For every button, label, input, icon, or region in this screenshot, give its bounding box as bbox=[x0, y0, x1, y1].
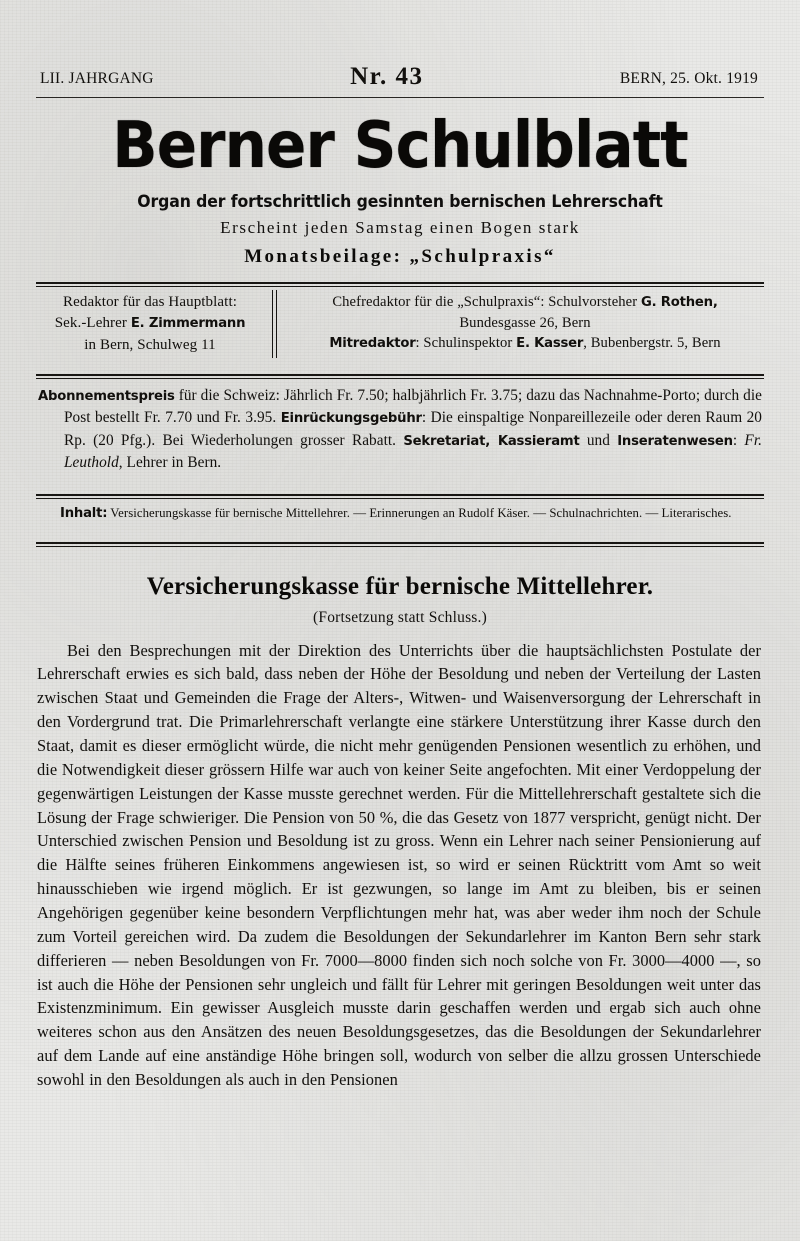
insertion-fee-label: Einrückungsgebühr bbox=[280, 411, 422, 427]
editorial-divider bbox=[272, 292, 278, 356]
co-editor-role: : Schulinspektor bbox=[415, 335, 517, 352]
co-editor-line bbox=[286, 333, 764, 354]
editorial-box bbox=[36, 287, 764, 360]
editor-main-address: in Bern, Schulweg 11 bbox=[84, 336, 216, 353]
volume-label: LII. JAHRGANG bbox=[40, 70, 154, 87]
subtitle-supplement: Monatsbeilage: „Schulpraxis“ bbox=[244, 246, 556, 267]
insertion-fee-text: : Die einspaltige Nonpareillezeile oder deren Raum 20 Rp. (20 Pfg.). Bei Wiederholungen grosser Rabatt. bbox=[64, 409, 762, 449]
chief-editor-address: Bundesgasse 26, Bern bbox=[459, 314, 591, 331]
subscription-price-label: Abonnementspreis bbox=[38, 388, 175, 404]
advertising-label: Inseratenwesen bbox=[617, 433, 733, 449]
chief-editor-line bbox=[286, 292, 764, 313]
editor-main-label: Redaktor für das Hauptblatt: bbox=[62, 294, 237, 310]
secretariat-label: Sekretariat, Kassieramt bbox=[403, 433, 580, 449]
subscription-text bbox=[38, 385, 762, 475]
article-headline: Versicherungskasse für bernische Mittellehrer. bbox=[146, 572, 654, 600]
contents-bottom-rule bbox=[36, 542, 764, 547]
subtitle-organ: Organ der fortschrittlich gesinnten bernischen Lehrerschaft bbox=[137, 192, 663, 211]
editor-main-person: E. Zimmermann bbox=[130, 316, 246, 332]
contents-label: Inhalt: bbox=[60, 505, 108, 521]
chief-editor-person: G. Rothen, bbox=[640, 295, 718, 310]
contents-text: Versicherungskasse für bernische Mittellehrer. — Erinnerungen an Rudolf Käser. — Schulnachrichten. — Literarisches. bbox=[107, 505, 732, 520]
secretariat-conj: und bbox=[579, 431, 618, 449]
editor-main-column bbox=[36, 292, 264, 356]
editor-supplement-column bbox=[286, 292, 764, 356]
co-editor-label: Mitredaktor bbox=[329, 336, 416, 352]
place-and-date: BERN, 25. Okt. 1919 bbox=[619, 70, 758, 87]
contents-line bbox=[38, 504, 762, 524]
advertising-address: , Lehrer in Bern. bbox=[118, 454, 222, 472]
contents-box bbox=[36, 499, 764, 528]
co-editor-person: E. Kasser bbox=[516, 336, 584, 352]
article-body bbox=[36, 639, 764, 1092]
masthead-rule bbox=[36, 97, 764, 98]
editor-main-name bbox=[36, 313, 264, 334]
masthead-line bbox=[36, 62, 764, 90]
subscription-price-text: für die Schweiz: Jährlich Fr. 7.50; halbjährlich Fr. 3.75; dazu das Nachnahme-Porto; durch die Post bestellt Fr. 7.70 und Fr. 3.95. bbox=[64, 386, 762, 427]
subtitle-frequency: Erscheint jeden Samstag einen Bogen stark bbox=[220, 218, 580, 237]
advertising-sep: : bbox=[732, 431, 745, 449]
subscription-box bbox=[36, 379, 764, 480]
issue-number: Nr. 43 bbox=[350, 63, 424, 90]
article-subhead: (Fortsetzung statt Schluss.) bbox=[313, 608, 487, 626]
editor-main-role: Sek.-Lehrer bbox=[54, 315, 131, 332]
co-editor-address: , Bubenbergstr. 5, Bern bbox=[583, 335, 721, 352]
chief-editor-label: Chefredaktor für die „Schulpraxis“: Schulvorsteher bbox=[332, 294, 641, 310]
page-title: Berner Schulblatt bbox=[112, 109, 688, 183]
article-paragraph: Bei den Besprechungen mit der Direktion des Unterrichts über die hauptsächlichsten Postulate der Lehrerschaft erwies es sich bald, dass neben der Höhe der Besoldung und neben der Verteilung der Lasten zwischen Staat und Gemeinden die Frage der Alters-, Witwen- und Waisenversorgung der Lehrerschaft in den Vordergrund trat. Die Primarlehrerschaft verlangte eine stärkere Unterstützung ihrer Kasse durch den Staat, damit es dieser ermöglicht würde, die nicht mehr genügenden Pensionen wesentlich zu erhöhen, und die Notwendigkeit dieser grössern Hilfe war auch von keiner Seite angefochten. Mit einer Verdoppelung der gegenwärtigen Leistungen der Kasse musste gerechnet werden. Für die Mittellehrerschaft gestaltete sich die Lösung der Frage schwieriger. Die Pension von 50 %, die das Gesetz von 1877 verspricht, genügt nicht. Der Unterschied zwischen Pension und Besoldung ist zu gross. Wenn ein Lehrer nach seiner Pensionierung auf die Hälfte seines früheren Einkommens angewiesen ist, so wird er seinen Rücktritt vom Amt so weit hinausschieben wie irgend möglich. Er ist gezwungen, so lange im Amt zu bleiben, bis er seinen Angehörigen gegenüber keine besondern Verpflichtungen mehr hat, was aber weder ihm noch der Schule zum Vorteil gereichen wird. Da zudem die Besoldungen der Sekundarlehrer im Kanton Bern sehr stark differieren — neben Besoldungen von Fr. 7000—8000 finden sich noch solche von Fr. 3000—4000 —, so ist auch die Höhe der Pensionen sehr ungleich und fällt für Lehrer mit geringen Besoldungen weit unter das Existenzminimum. Ein gewisser Ausgleich musste darin geschaffen werden und ergab sich auch ohne weiteres schon aus den Ansätzen des neuen Besoldungsgesetzes, das die Besoldungen der Sekundarlehrer auf dem Lande auf eine anständige Höhe bringen soll, wodurch von selber die allzu grossen Unterschiede sowohl in den Besoldungen als auch in den Pensionen bbox=[37, 640, 761, 1090]
advertising-person: Fr. Leuthold bbox=[64, 431, 762, 472]
